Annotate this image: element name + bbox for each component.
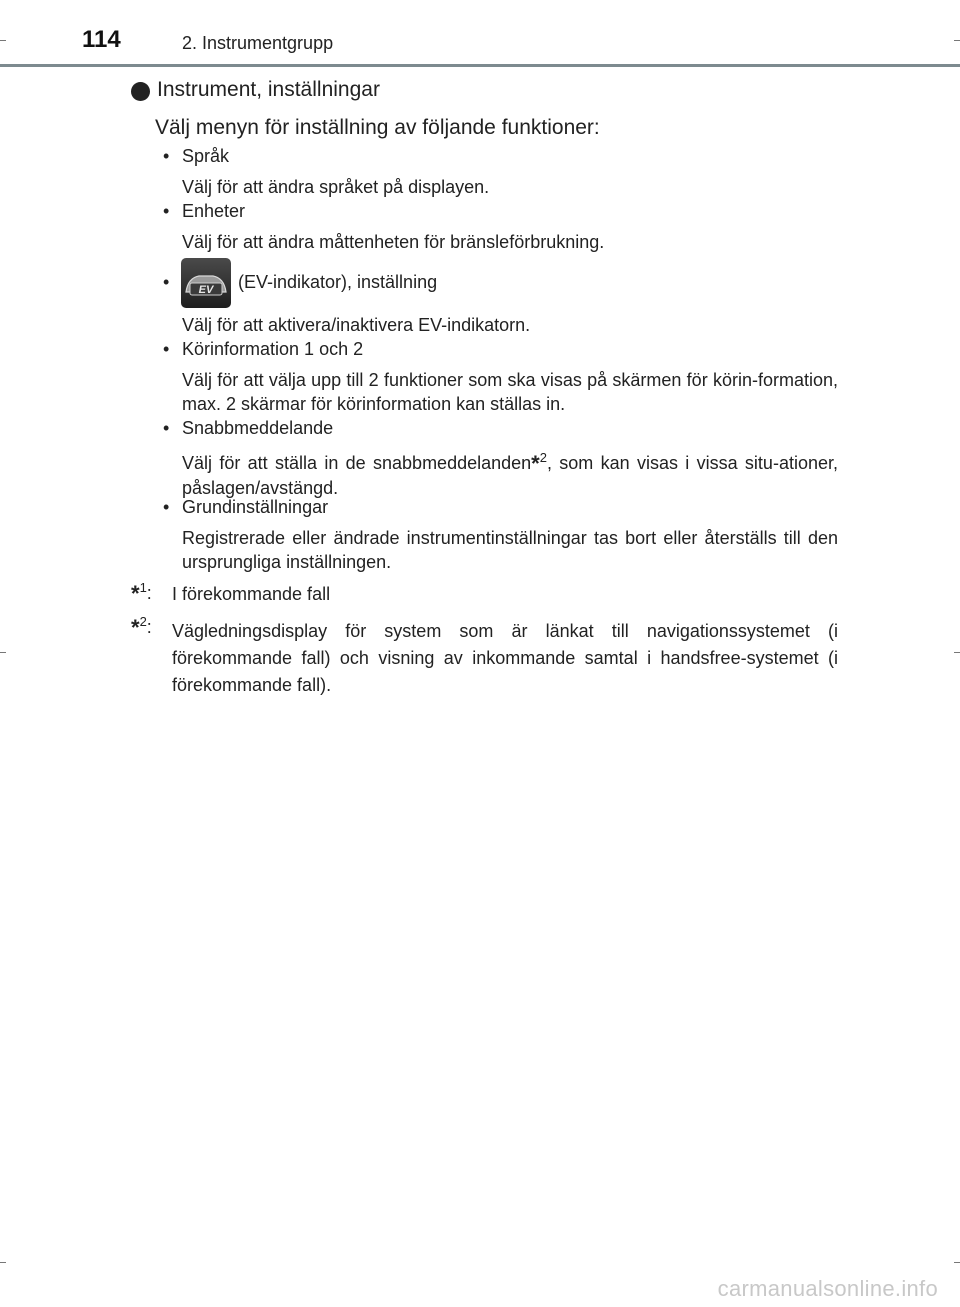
list-item-desc: Välj för att ändra måttenheten för bränsleförbrukning. [182,232,605,252]
list-item-desc [182,446,838,500]
list-item-desc: Välj för att aktivera/inaktivera EV-indikatorn. [182,315,531,335]
trim-mark [0,652,6,653]
trim-mark [0,1262,6,1263]
desc-text: , som kan visas i vissa situ-ationer, påslagen/avstängd. [182,453,838,498]
watermark: carmanualsonline.info [717,1276,938,1301]
list-bullet: • [163,272,170,292]
list-item-desc: Registrerade eller ändrade instrumentinställningar tas bort eller återställs till den ursprungliga inställningen. [182,528,838,572]
footnote-star: * [531,451,540,476]
trim-mark [954,40,960,41]
list-item-title: Snabbmeddelande [182,418,334,438]
list-item-title: Grundinställningar [182,497,329,517]
list-item-desc: Välj för att ändra språket på displayen. [182,177,490,197]
list-bullet: • [163,418,170,438]
footnote-text: Vägledningsdisplay för system som är länkat till navigationssystemet (i förekommande fall) och visning av inkommande samtal i handsfree-systemet (i förekommande fall). [172,621,838,695]
list-item-title: Enheter [182,201,246,221]
list-bullet: • [163,201,170,221]
footnote-star: * [131,615,140,640]
footnote-star: * [131,581,140,606]
footnote-mark: *$^1$: [131,580,152,606]
trim-mark [954,652,960,653]
trim-mark [954,1262,960,1263]
list-bullet: • [163,146,170,166]
ev-indicator-icon [181,258,231,308]
trim-mark [0,40,6,41]
page-number: 114 [82,26,121,53]
desc-text: Välj för att ställa in de snabbmeddelanden [182,453,532,473]
footnote-number: 1 [139,580,147,595]
list-item-title: (EV-indikator), inställning [238,272,438,292]
section-bullet-icon [131,82,150,101]
list-item-title: Körinformation 1 och 2 [182,339,364,359]
ev-icon-text: EV [198,284,214,296]
footnote-mark: *$^2$: [131,614,152,640]
footnote-text: I förekommande fall [172,584,331,604]
header-rule [0,64,960,67]
footnote-ref: 2 [539,450,547,465]
list-item-desc: Välj för att välja upp till 2 funktioner som ska visas på skärmen för körin-formation, max. 2 skärmar för körinformation kan ställas in. [182,370,838,414]
list-bullet: • [163,339,170,359]
chapter-title: 2. Instrumentgrupp [182,33,334,53]
list-bullet: • [163,497,170,517]
footnote-number: 2 [139,614,147,629]
section-intro: Välj menyn för inställning av följande funktioner: [155,116,600,139]
section-heading: Instrument, inställningar [157,78,380,101]
list-item-title: Språk [182,146,230,166]
